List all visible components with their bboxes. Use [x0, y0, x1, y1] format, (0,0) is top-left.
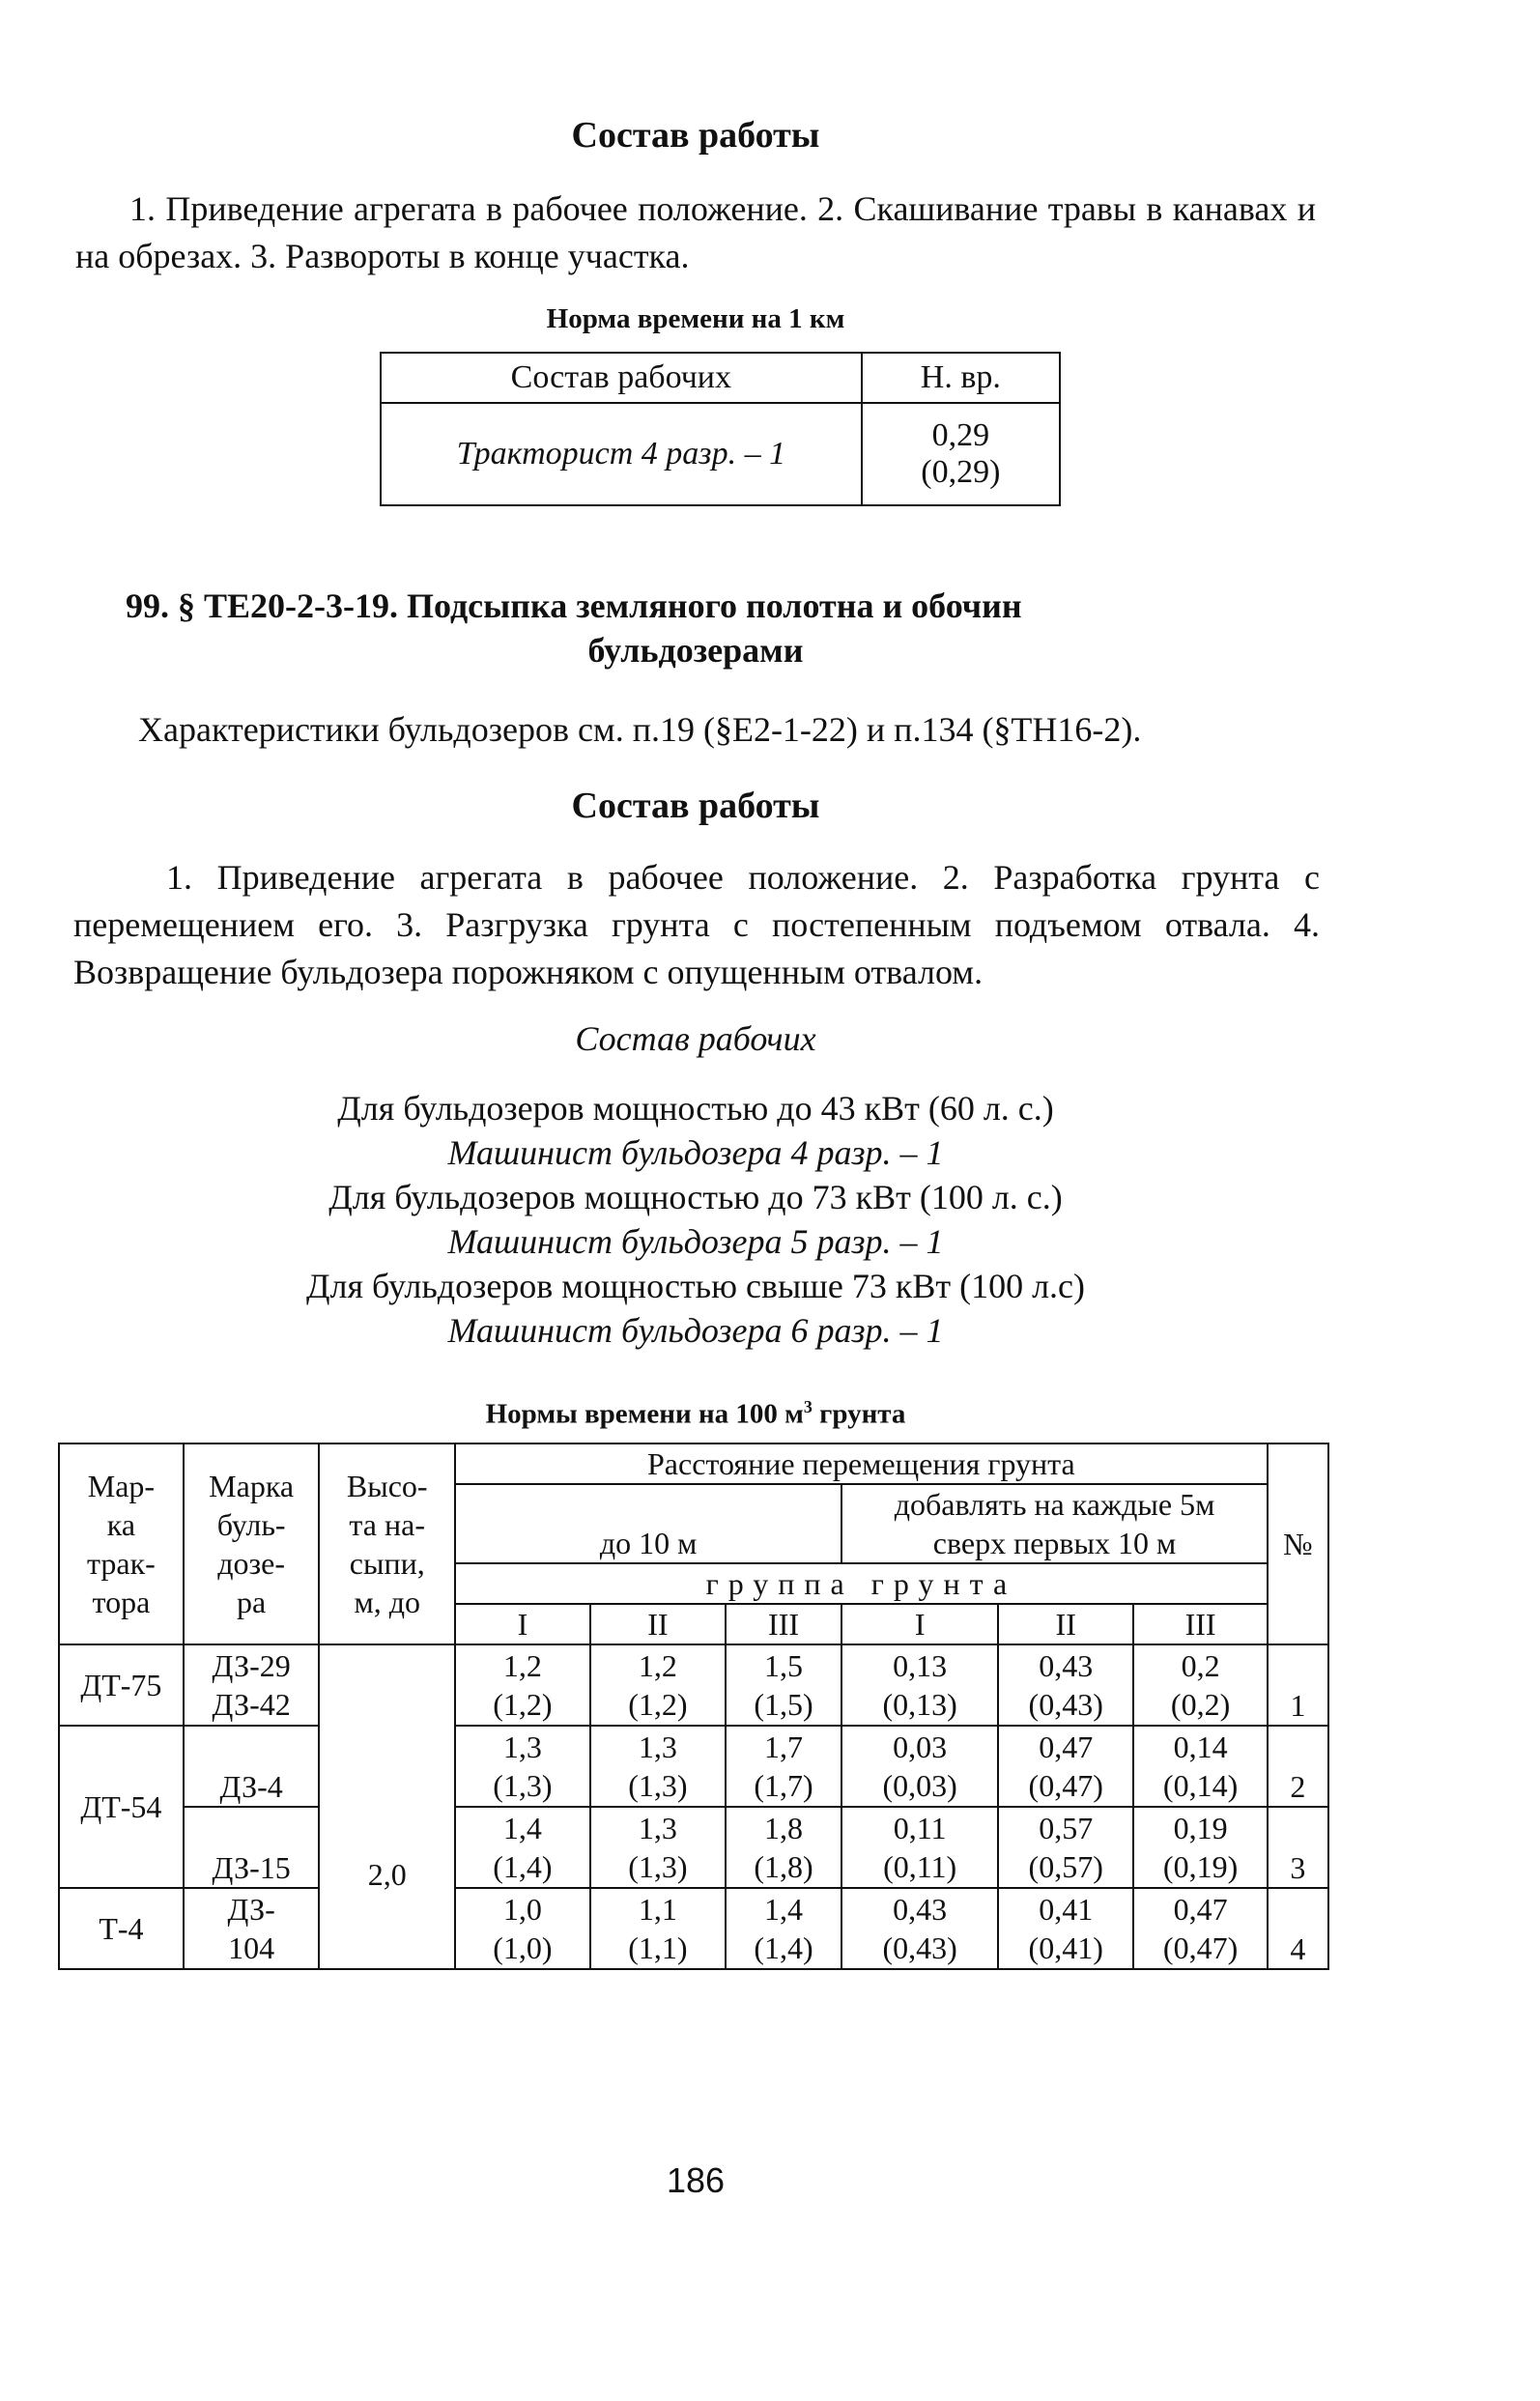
cell-norm: [841, 1644, 998, 1726]
cell-norm: [841, 1888, 998, 1969]
cell-tractor: ДТ-75: [59, 1644, 184, 1726]
section-heading-work-2: Состав работы: [571, 786, 820, 826]
cell-norm: [998, 1807, 1133, 1888]
crew-condition-3: Для бульдозеров мощностью свыше 73 кВт (100 л.с): [305, 1267, 1086, 1305]
cell-norm: [1133, 1644, 1267, 1726]
header-height-line: м, до: [354, 1585, 420, 1619]
header-distance: Расстояние перемещения грунта: [455, 1443, 1268, 1484]
header-tractor: [59, 1443, 184, 1644]
norm-val: 0,13: [893, 1648, 948, 1683]
crew-worker-2: Машинист бульдозера 5 разр. – 1: [447, 1222, 944, 1261]
cell-norm: [590, 1888, 726, 1969]
norm-val: 1,0: [502, 1892, 542, 1927]
header-tractor-line: трак-: [87, 1546, 156, 1581]
cell-norm: [455, 1726, 590, 1807]
header-height: [319, 1443, 455, 1644]
norm-alt: (1,3): [628, 1849, 688, 1884]
norm-val: 0,41: [1039, 1892, 1094, 1927]
norm-alt: (0,57): [1028, 1849, 1103, 1884]
cell-bulldozer: ДЗ-4: [184, 1726, 320, 1807]
norms-table: [58, 1443, 1329, 1970]
norm-alt: (0,13): [882, 1687, 957, 1722]
section-title-line2: бульдозерами: [587, 631, 804, 670]
cell-row-number: 2: [1268, 1726, 1328, 1807]
norm-val: 0,19: [1173, 1811, 1228, 1845]
cell-norm: [726, 1644, 841, 1726]
cell-tractor: Т-4: [59, 1888, 184, 1969]
norm-val: 0,43: [1039, 1648, 1094, 1683]
norm-alt: (0,47): [1028, 1768, 1103, 1803]
header-bulldozer-line: буль-: [216, 1507, 286, 1542]
group-header: I: [841, 1604, 998, 1644]
table-caption-norms-100m3: [0, 1397, 1391, 1431]
cell-norm: [590, 1644, 726, 1726]
cell-bulldozer: ДЗ-15: [184, 1807, 320, 1888]
cell-norm: [1133, 1726, 1267, 1807]
header-number: №: [1268, 1443, 1328, 1644]
norm-alt: (0,43): [882, 1930, 957, 1965]
norm-val: 0,03: [893, 1729, 948, 1764]
cell-norm: [726, 1726, 841, 1807]
cell-worker: Тракторист 4 разр. – 1: [381, 403, 862, 505]
cell-norm: [998, 1726, 1133, 1807]
norm-alt: (0,03): [882, 1768, 957, 1803]
cell-norm: [1133, 1807, 1267, 1888]
norm-val: 1,3: [638, 1729, 677, 1764]
cell-row-number: 1: [1268, 1644, 1328, 1726]
norm-table-1km: [380, 352, 1061, 506]
norm-val: 1,5: [764, 1648, 804, 1683]
section-title-line1: 99. § ТЕ20-2-3-19. Подсыпка земляного полотна и обочин: [126, 586, 1022, 625]
norm-alt: (1,4): [493, 1849, 553, 1884]
norm-alt: (0,41): [1028, 1930, 1103, 1965]
norm-alt: (1,3): [493, 1768, 553, 1803]
norm-val: 1,4: [502, 1811, 542, 1845]
norm-val: 0,47: [1039, 1729, 1094, 1764]
bulldozer-line: ДЗ-42: [212, 1687, 291, 1722]
work-description: 1. Приведение агрегата в рабочее положение. 2. Скашивание травы в канавах и на обрезах. 3. Развороты в конце участка.: [75, 189, 1316, 275]
cell-height: 2,0: [319, 1644, 455, 1969]
cell-norm: [455, 1807, 590, 1888]
cell-norm: [590, 1726, 726, 1807]
norm-alt: (1,0): [493, 1930, 553, 1965]
norm-val: 0,57: [1039, 1811, 1094, 1845]
page-number: 186: [666, 2160, 726, 2200]
table-caption-norm: Норма времени на 1 км: [546, 303, 845, 334]
header-tractor-line: Мар-: [87, 1469, 156, 1503]
norm-alt: (0,11): [883, 1849, 957, 1884]
norm-alt: (1,4): [754, 1930, 813, 1965]
caption-main: Нормы времени на 100 м: [485, 1398, 804, 1430]
header-crew: Состав рабочих: [381, 353, 862, 403]
norm-alt: (1,5): [754, 1687, 813, 1722]
bulldozer-line: 104: [228, 1930, 275, 1965]
header-tractor-line: тора: [92, 1585, 151, 1619]
norm-val: 0,14: [1173, 1729, 1228, 1764]
group-header: I: [455, 1604, 590, 1644]
header-height-line: Высо-: [346, 1469, 428, 1503]
cell-norm: [726, 1807, 841, 1888]
cell-norm: [998, 1888, 1133, 1969]
characteristics-note: Характеристики бульдозеров см. п.19 (§Е2-1-22) и п.134 (§ТН16-2).: [138, 710, 1142, 749]
crew-worker-3: Машинист бульдозера 6 разр. – 1: [447, 1311, 944, 1350]
cell-norm: [998, 1644, 1133, 1726]
norm-val: 0,2: [1181, 1648, 1220, 1683]
cell-tractor: ДТ-54: [59, 1726, 184, 1888]
norm-alt: (1,1): [628, 1930, 688, 1965]
norm-alt: (0,43): [1028, 1687, 1103, 1722]
header-tractor-line: ка: [106, 1507, 136, 1542]
cell-norm-value: [862, 403, 1060, 505]
cell-row-number: 3: [1268, 1807, 1328, 1888]
work-description-2: 1. Приведение агрегата в рабочее положение. 2. Разработка грунта с перемещением его. 3. Разгрузка грунта с постепенным подъемом отвала. 4. Возвращение бульдозера порожняком с опущенным отвалом.: [73, 858, 1320, 991]
group-header: II: [590, 1604, 726, 1644]
crew-condition-2: Для бульдозеров мощностью до 73 кВт (100 л. с.): [328, 1178, 1063, 1216]
bulldozer-line: ДЗ-29: [212, 1648, 291, 1683]
header-add-line: добавлять на каждые 5м: [894, 1487, 1215, 1522]
norm-val: 0,43: [893, 1892, 948, 1927]
norm-alt: (1,8): [754, 1849, 813, 1884]
norm-val: 0,47: [1173, 1892, 1228, 1927]
norm-alt: (0,47): [1162, 1930, 1239, 1965]
norm-alt: (1,7): [754, 1768, 813, 1803]
cell-norm: [726, 1888, 841, 1969]
header-bulldozer: [184, 1443, 320, 1644]
norm-alt: (0,19): [1162, 1849, 1239, 1884]
header-bulldozer-line: дозе-: [217, 1546, 286, 1581]
norm-val: 1,2: [638, 1648, 677, 1683]
cell-norm: [841, 1726, 998, 1807]
norm-val: 1,1: [638, 1892, 677, 1927]
norm-alt: (1,2): [628, 1687, 688, 1722]
header-add-per-5m: [841, 1484, 1268, 1563]
norm-alt: (1,2): [493, 1687, 553, 1722]
norm-val: 1,7: [764, 1729, 804, 1764]
header-bulldozer-line: ра: [237, 1585, 267, 1619]
header-upto-10m: до 10 м: [455, 1484, 841, 1563]
cell-norm: [455, 1644, 590, 1726]
bulldozer-line: ДЗ-: [227, 1892, 275, 1927]
header-soil-group: группа грунта: [455, 1563, 1268, 1604]
group-header: III: [1133, 1604, 1267, 1644]
crew-condition-1: Для бульдозеров мощностью до 43 кВт (60 л. с.): [337, 1089, 1054, 1128]
crew-worker-1: Машинист бульдозера 4 разр. – 1: [447, 1133, 944, 1172]
norm-alt: (0,14): [1162, 1768, 1239, 1803]
caption-end: грунта: [812, 1398, 906, 1430]
norm-alt: (0,2): [1170, 1687, 1231, 1722]
norm-val: 1,3: [502, 1729, 542, 1764]
header-height-line: сыпи,: [349, 1546, 425, 1581]
norm-val: 1,3: [638, 1811, 677, 1845]
cell-norm: [841, 1807, 998, 1888]
norm-value-alt: (0,29): [921, 454, 1001, 490]
norm-val: 1,4: [764, 1892, 804, 1927]
caption-sup: 3: [803, 1397, 813, 1416]
cell-norm: [590, 1807, 726, 1888]
norm-alt: (1,3): [628, 1768, 688, 1803]
cell-bulldozer: [184, 1888, 320, 1969]
header-norm: Н. вр.: [862, 353, 1060, 403]
header-bulldozer-line: Марка: [209, 1469, 295, 1503]
section-heading-work: Состав работы: [571, 115, 820, 156]
cell-row-number: 4: [1268, 1888, 1328, 1969]
crew-heading: Состав рабочих: [575, 1019, 816, 1058]
group-header: II: [998, 1604, 1133, 1644]
header-add-line: сверх первых 10 м: [932, 1526, 1177, 1560]
norm-value: 0,29: [931, 417, 990, 453]
norm-val: 0,11: [893, 1811, 947, 1845]
cell-norm: [1133, 1888, 1267, 1969]
cell-norm: [455, 1888, 590, 1969]
norm-val: 1,8: [764, 1811, 804, 1845]
cell-bulldozer: [184, 1644, 320, 1726]
header-height-line: та на-: [349, 1507, 425, 1542]
group-header: III: [726, 1604, 841, 1644]
norm-val: 1,2: [502, 1648, 542, 1683]
